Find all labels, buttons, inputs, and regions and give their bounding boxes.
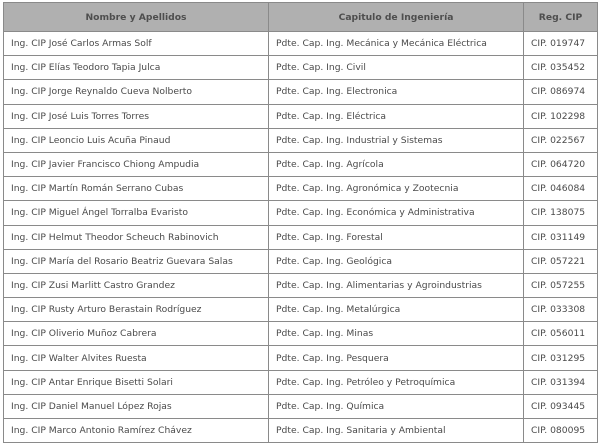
cell-name: Ing. CIP Antar Enrique Bisetti Solari: [4, 370, 269, 394]
cell-chapter: Pdte. Cap. Ing. Electronica: [269, 80, 524, 104]
header-name: Nombre y Apellidos: [4, 3, 269, 32]
cell-name: Ing. CIP Elías Teodoro Tapia Julca: [4, 56, 269, 80]
table-row: [4, 201, 598, 225]
cell-reg-cip: CIP. 019747: [524, 32, 598, 56]
cell-chapter: Pdte. Cap. Ing. Pesquera: [269, 346, 524, 370]
table-row: [4, 322, 598, 346]
cell-name: Ing. CIP José Carlos Armas Solf: [4, 32, 269, 56]
cell-reg-cip: CIP. 093445: [524, 394, 598, 418]
cell-reg-cip: CIP. 057221: [524, 249, 598, 273]
cell-reg-cip: CIP. 138075: [524, 201, 598, 225]
cell-chapter: Pdte. Cap. Ing. Sanitaria y Ambiental: [269, 419, 524, 443]
engineering-chapters-table: [3, 2, 598, 443]
table-row: [4, 104, 598, 128]
cell-chapter: Pdte. Cap. Ing. Alimentarias y Agroindustrias: [269, 273, 524, 297]
table-row: [4, 394, 598, 418]
cell-name: Ing. CIP María del Rosario Beatriz Guevara Salas: [4, 249, 269, 273]
cell-name: Ing. CIP Daniel Manuel López Rojas: [4, 394, 269, 418]
cell-name: Ing. CIP Rusty Arturo Berastain Rodríguez: [4, 298, 269, 322]
cell-chapter: Pdte. Cap. Ing. Mecánica y Mecánica Eléctrica: [269, 32, 524, 56]
cell-name: Ing. CIP Marco Antonio Ramírez Chávez: [4, 419, 269, 443]
table-row: [4, 370, 598, 394]
cell-chapter: Pdte. Cap. Ing. Agrícola: [269, 152, 524, 176]
cell-chapter: Pdte. Cap. Ing. Industrial y Sistemas: [269, 128, 524, 152]
cell-name: Ing. CIP Zusi Marlitt Castro Grandez: [4, 273, 269, 297]
cell-reg-cip: CIP. 031394: [524, 370, 598, 394]
table-row: [4, 273, 598, 297]
table-row: [4, 346, 598, 370]
header-reg-cip: Reg. CIP: [524, 3, 598, 32]
cell-chapter: Pdte. Cap. Ing. Geológica: [269, 249, 524, 273]
cell-name: Ing. CIP Martín Román Serrano Cubas: [4, 177, 269, 201]
cell-name: Ing. CIP Walter Alvites Ruesta: [4, 346, 269, 370]
cell-reg-cip: CIP. 031295: [524, 346, 598, 370]
header-chapter: Capitulo de Ingeniería: [269, 3, 524, 32]
cell-reg-cip: CIP. 080095: [524, 419, 598, 443]
cell-name: Ing. CIP Jorge Reynaldo Cueva Nolberto: [4, 80, 269, 104]
cell-name: Ing. CIP José Luis Torres Torres: [4, 104, 269, 128]
table-row: [4, 225, 598, 249]
table-row: [4, 80, 598, 104]
table-row: [4, 32, 598, 56]
cell-reg-cip: CIP. 086974: [524, 80, 598, 104]
table-row: [4, 298, 598, 322]
cell-chapter: Pdte. Cap. Ing. Minas: [269, 322, 524, 346]
cell-reg-cip: CIP. 046084: [524, 177, 598, 201]
table-row: [4, 128, 598, 152]
cell-name: Ing. CIP Oliverio Muñoz Cabrera: [4, 322, 269, 346]
cell-reg-cip: CIP. 035452: [524, 56, 598, 80]
cell-name: Ing. CIP Helmut Theodor Scheuch Rabinovich: [4, 225, 269, 249]
cell-name: Ing. CIP Javier Francisco Chiong Ampudia: [4, 152, 269, 176]
cell-reg-cip: CIP. 022567: [524, 128, 598, 152]
cell-chapter: Pdte. Cap. Ing. Química: [269, 394, 524, 418]
table-row: [4, 177, 598, 201]
table-row: [4, 249, 598, 273]
cell-chapter: Pdte. Cap. Ing. Metalúrgica: [269, 298, 524, 322]
cell-reg-cip: CIP. 064720: [524, 152, 598, 176]
cell-chapter: Pdte. Cap. Ing. Civil: [269, 56, 524, 80]
cell-reg-cip: CIP. 102298: [524, 104, 598, 128]
table-row: [4, 419, 598, 443]
cell-reg-cip: CIP. 057255: [524, 273, 598, 297]
cell-reg-cip: CIP. 033308: [524, 298, 598, 322]
cell-chapter: Pdte. Cap. Ing. Petróleo y Petroquímica: [269, 370, 524, 394]
cell-chapter: Pdte. Cap. Ing. Forestal: [269, 225, 524, 249]
table-row: [4, 152, 598, 176]
table-row: [4, 56, 598, 80]
table-header-row: [4, 3, 598, 32]
cell-chapter: Pdte. Cap. Ing. Agronómica y Zootecnia: [269, 177, 524, 201]
cell-chapter: Pdte. Cap. Ing. Eléctrica: [269, 104, 524, 128]
cell-chapter: Pdte. Cap. Ing. Económica y Administrativa: [269, 201, 524, 225]
cell-reg-cip: CIP. 056011: [524, 322, 598, 346]
cell-name: Ing. CIP Leoncio Luis Acuña Pinaud: [4, 128, 269, 152]
cell-reg-cip: CIP. 031149: [524, 225, 598, 249]
cell-name: Ing. CIP Miguel Ángel Torralba Evaristo: [4, 201, 269, 225]
